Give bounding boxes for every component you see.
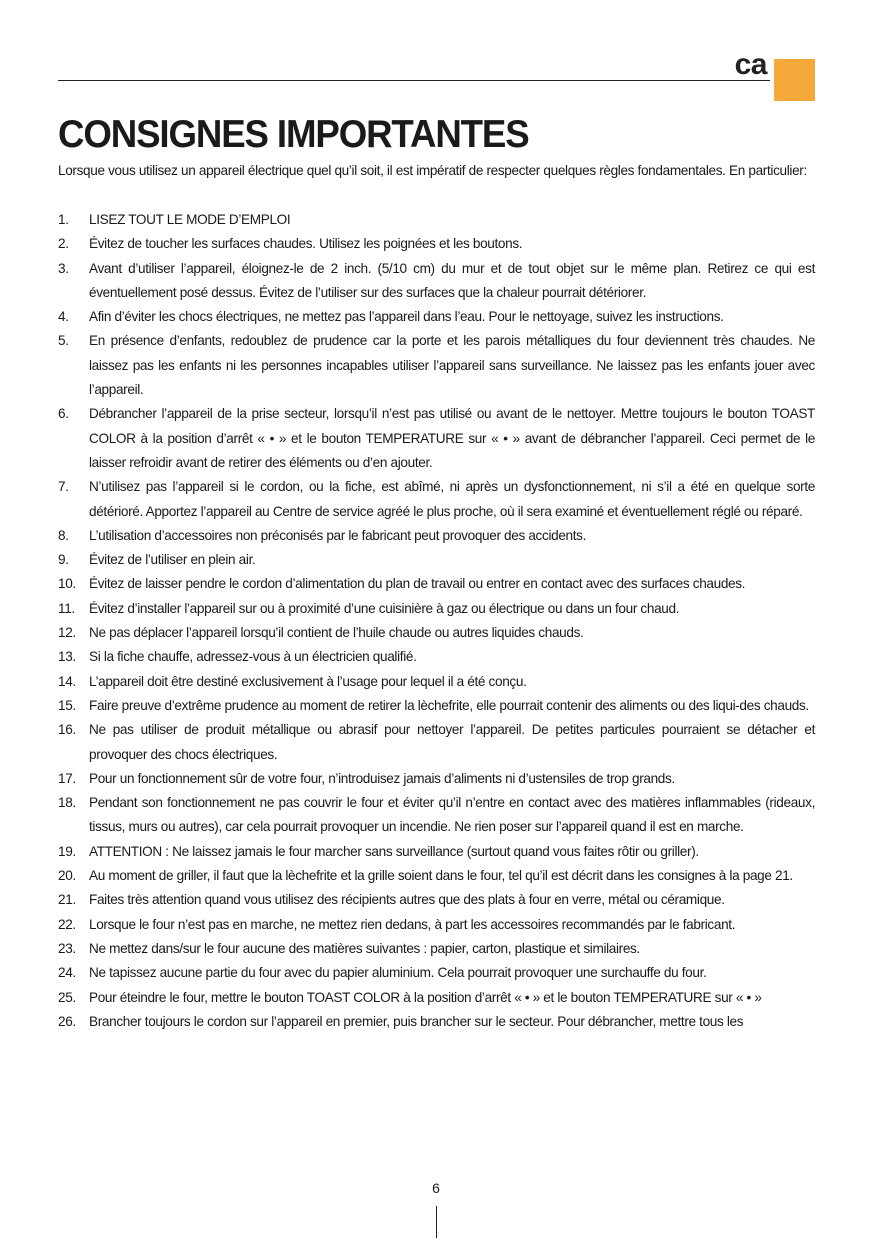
rule-number: 13. bbox=[58, 649, 76, 665]
rule-number: 17. bbox=[58, 770, 76, 786]
rule-text: Ne tapissez aucune partie du four avec du papier aluminium. Cela pourrait provoquer une surchauffe du four. bbox=[89, 965, 707, 981]
rule-text: Débrancher l’appareil de la prise secteur, lorsqu’il n’est pas utilisé ou avant de le nettoyer. Mettre toujours le bouton TOAST COLOR à la position d’arrêt « • » et le bouton TEMPERATURE sur « • » avant de débrancher l’appareil. Ceci permet de le laisser refroidir avant de retirer des éléments ou d’en ajouter. bbox=[89, 406, 815, 470]
rule-item bbox=[58, 694, 815, 718]
rule-text: ATTENTION : Ne laissez jamais le four marcher sans surveillance (surtout quand vous faites rôtir ou griller). bbox=[89, 843, 699, 859]
rule-item bbox=[58, 864, 815, 888]
rule-number: 5. bbox=[58, 333, 69, 349]
rule-item bbox=[58, 645, 815, 669]
rule-number: 26. bbox=[58, 1013, 76, 1029]
page-title: CONSIGNES IMPORTANTES bbox=[58, 113, 529, 156]
rule-text: Évitez de toucher les surfaces chaudes. Utilisez les poignées et les boutons. bbox=[89, 236, 523, 252]
footer-rule bbox=[436, 1206, 437, 1238]
rule-number: 22. bbox=[58, 916, 76, 932]
rule-text: Évitez de l’utiliser en plein air. bbox=[89, 552, 256, 568]
intro-paragraph: Lorsque vous utilisez un appareil électrique quel qu’il soit, il est impératif de respecter quelques règles fondamentales. En particulier: bbox=[58, 163, 807, 178]
rule-number: 15. bbox=[58, 697, 76, 713]
rule-number: 3. bbox=[58, 260, 69, 276]
rule-item bbox=[58, 524, 815, 548]
rule-text: Pendant son fonctionnement ne pas couvrir le four et éviter qu’il n’entre en contact avec des matières inflammables (rideaux, tissus, murs ou autres), car cela pourrait provoquer un incendie. Ne rien poser sur l’appareil quand il est en marche. bbox=[89, 795, 815, 835]
rule-item bbox=[58, 888, 815, 912]
rule-item bbox=[58, 402, 815, 475]
rule-text: Ne pas utiliser de produit métallique ou abrasif pour nettoyer l’appareil. De petites particules pourraient se détacher et provoquer des chocs électriques. bbox=[89, 722, 815, 762]
rule-number: 8. bbox=[58, 527, 69, 543]
rule-number: 2. bbox=[58, 236, 69, 252]
rule-number: 23. bbox=[58, 940, 76, 956]
rule-number: 9. bbox=[58, 552, 69, 568]
rule-item bbox=[58, 791, 815, 840]
rule-text: Lorsque le four n’est pas en marche, ne mettez rien dedans, à part les accessoires recommandés par le fabricant. bbox=[89, 916, 736, 932]
rule-item bbox=[58, 329, 815, 402]
rule-item bbox=[58, 913, 815, 937]
rule-item bbox=[58, 670, 815, 694]
rule-item bbox=[58, 621, 815, 645]
rule-item bbox=[58, 475, 815, 524]
rule-number: 20. bbox=[58, 868, 76, 884]
rule-text: Au moment de griller, il faut que la lèchefrite et la grille soient dans le four, tel qu’il est décrit dans les consignes à la page 21. bbox=[89, 868, 793, 884]
rule-text: Évitez de laisser pendre le cordon d’alimentation du plan de travail ou entrer en contact avec des surfaces chaudes. bbox=[89, 576, 746, 592]
rule-text: LISEZ TOUT LE MODE D’EMPLOI bbox=[89, 212, 291, 227]
language-tab-marker bbox=[774, 59, 815, 101]
rule-number: 6. bbox=[58, 406, 69, 422]
rule-text: En présence d’enfants, redoublez de prudence car la porte et les parois métalliques du four deviennent très chaudes. Ne laissez pas les enfants ni les personnes incapables utiliser l’appareil sans surveillance. Ne laissez pas les enfants jouer avec l’appareil. bbox=[89, 333, 815, 398]
rule-item bbox=[58, 1010, 815, 1034]
rule-text: Brancher toujours le cordon sur l’appareil en premier, puis brancher sur le secteur. Pour débrancher, mettre tous les bbox=[89, 1013, 744, 1029]
rule-item bbox=[58, 232, 815, 256]
rule-text: Avant d’utiliser l’appareil, éloignez-le de 2 inch. (5/10 cm) du mur et de tout objet sur le même plan. Retirez ce qui est éventuellement posé dessus. Évitez de l’utiliser sur des surfaces que la chaleur pourrait détériorer. bbox=[89, 260, 815, 300]
rule-item bbox=[58, 961, 815, 985]
rule-item bbox=[58, 305, 815, 329]
rule-text: Pour éteindre le four, mettre le bouton TOAST COLOR à la position d’arrêt « • » et le bouton TEMPERATURE sur « • » bbox=[89, 989, 762, 1005]
rule-number: 1. bbox=[58, 212, 69, 227]
rule-text: Ne pas déplacer l’appareil lorsqu’il contient de l’huile chaude ou autres liquides chauds. bbox=[89, 625, 584, 641]
rule-number: 24. bbox=[58, 965, 76, 981]
rule-text: L’appareil doit être destiné exclusivement à l’usage pour lequel il a été conçu. bbox=[89, 673, 527, 689]
rule-item bbox=[58, 548, 815, 572]
rule-number: 21. bbox=[58, 892, 76, 908]
rule-number: 10. bbox=[58, 576, 76, 592]
language-code: ca bbox=[734, 48, 767, 81]
rule-item bbox=[58, 718, 815, 767]
rule-item bbox=[58, 937, 815, 961]
rule-text: N’utilisez pas l’appareil si le cordon, ou la fiche, est abîmé, ni après un dysfonctionnement, ni s’il a été en quelque sorte détérioré. Apportez l’appareil au Centre de service agréé le plus proche, où il sera examiné et éventuellement réglé ou réparé. bbox=[89, 479, 815, 519]
rule-text: Si la fiche chauffe, adressez-vous à un électricien qualifié. bbox=[89, 649, 417, 665]
rule-text: Évitez d’installer l’appareil sur ou à proximité d’une cuisinière à gaz ou électrique ou dans un four chaud. bbox=[89, 600, 680, 616]
rule-item bbox=[58, 572, 815, 596]
rule-item bbox=[58, 257, 815, 306]
rule-number: 19. bbox=[58, 843, 76, 859]
rule-item bbox=[58, 840, 815, 864]
rule-text: Pour un fonctionnement sûr de votre four, n’introduisez jamais d’aliments ni d’ustensiles de trop grands. bbox=[89, 770, 675, 786]
rule-number: 14. bbox=[58, 673, 76, 689]
rule-text: Ne mettez dans/sur le four aucune des matières suivantes : papier, carton, plastique et similaires. bbox=[89, 940, 640, 956]
rule-number: 25. bbox=[58, 989, 76, 1005]
rule-text: Faire preuve d’extrême prudence au moment de retirer la lèchefrite, elle pourrait contenir des aliments ou des liqui-des chauds. bbox=[89, 697, 809, 713]
rule-number: 18. bbox=[58, 795, 76, 811]
rule-item bbox=[58, 208, 815, 232]
safety-rules-list bbox=[58, 208, 815, 1034]
rule-item bbox=[58, 597, 815, 621]
header-rule bbox=[58, 80, 770, 81]
rule-item bbox=[58, 767, 815, 791]
rule-number: 11. bbox=[58, 600, 75, 616]
rule-text: Faites très attention quand vous utilisez des récipients autres que des plats à four en verre, métal ou céramique. bbox=[89, 892, 725, 908]
rule-number: 12. bbox=[58, 625, 76, 641]
rule-item bbox=[58, 986, 815, 1010]
rule-number: 4. bbox=[58, 309, 69, 325]
rule-number: 16. bbox=[58, 722, 76, 738]
rule-text: L’utilisation d’accessoires non préconisés par le fabricant peut provoquer des accidents. bbox=[89, 527, 587, 543]
rule-text: Afin d’éviter les chocs électriques, ne mettez pas l’appareil dans l’eau. Pour le nettoyage, suivez les instructions. bbox=[89, 309, 724, 325]
page-number: 6 bbox=[432, 1180, 440, 1196]
rule-number: 7. bbox=[58, 479, 69, 495]
